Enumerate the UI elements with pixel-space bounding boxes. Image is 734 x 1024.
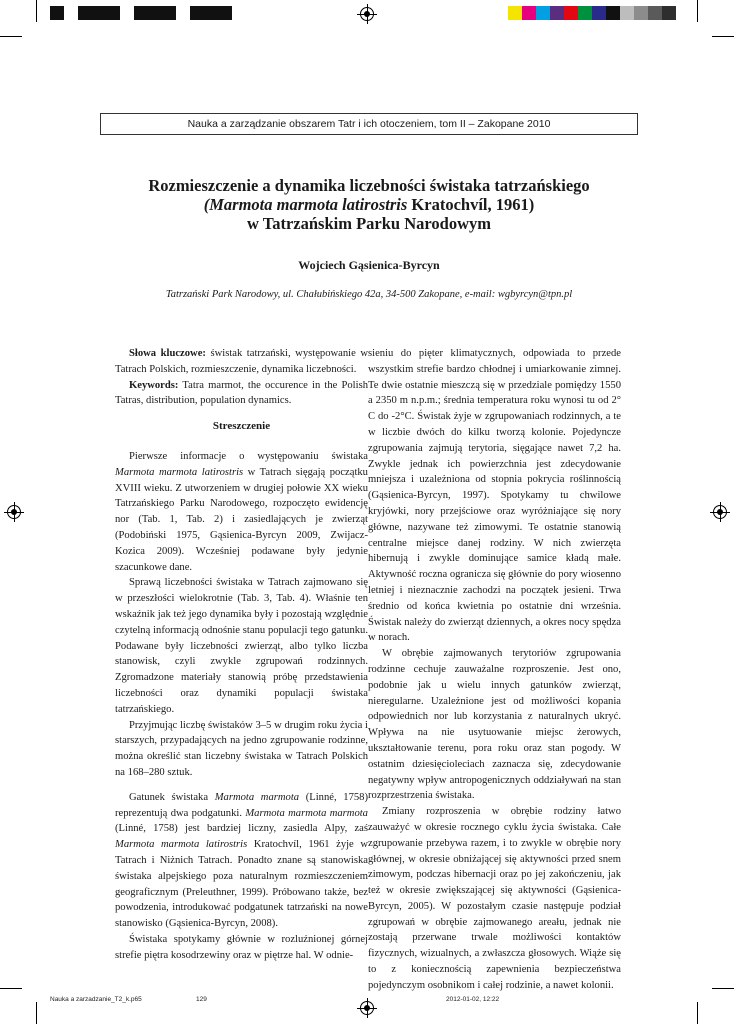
paragraph: Gatunek świstaka Marmota marmota (Linné, 1758) reprezentują dwa podgatunki. Marmota marmota marmota (Linné, 1758) jest bardziej liczny, zasiedla Alpy, zaś Marmota marmota latirostris Kratochvíl, 1961 żyje w Tatrach i Niżnich Tatrach. Ponadto znane są stanowiska świstaka alpejskiego poza naturalnym rozmieszczeniem geograficznym (Preleuthner, 1999). Próbowano także, bez powodzenia, introdukować podgatunek tatrzański na nowe stanowisko (Gąsienica-Byrcyn, 2008).	[115, 791, 368, 930]
footer-datetime: 2012-01-02, 12:22	[446, 996, 500, 1003]
color-swatch	[190, 6, 204, 20]
paragraph: W obrębie zajmowanych terytoriów zgrupowania rodzinne cechuje zauważalne rozproszenie. Jest ono, podobnie jak u wielu innych gatunków zwierząt, nieregularne. Uzależnione jest od możliwości kopania odpowiednich nor lub korzystania z naturalnych ukryć. Wpływa na nie usytuowanie miejsc żerowych, ukształtowanie terenu, pora roku oraz stan pogody. W ostatnim dziesięcioleciach zaznacza się, zdecydowanie negatywny wpływ antropogenicznych oddziaływań na stan rozprzestrzenia świstaka.	[368, 648, 621, 802]
registration-mark-bottom	[360, 1001, 374, 1015]
author-name: Wojciech Gąsienica-Byrcyn	[298, 258, 440, 272]
color-swatch	[78, 6, 92, 20]
crop-mark	[36, 0, 37, 22]
registration-mark-right	[713, 505, 727, 519]
color-swatch	[536, 6, 550, 20]
left-column	[115, 346, 368, 963]
title-line-3: w Tatrzańskim Parku Narodowym	[246, 214, 491, 233]
color-swatch	[634, 6, 648, 20]
color-swatch	[550, 6, 564, 20]
color-swatch	[648, 6, 662, 20]
footer-page-number: 129	[196, 996, 207, 1003]
color-swatch	[106, 6, 120, 20]
color-swatch	[50, 6, 64, 20]
paragraph: sieniu do pięter klimatycznych, odpowiada to przede wszystkim strefie bardzo chłodnej i umiarkowanie zimnej. Te dwie ostatnie mieszczą się w przedziale pomiędzy 1550 a 2350 m n.p.m.; średnia temperatura roku wynosi tu od 2° C do -2°C. Świstak żyje w zgrupowaniach rodzinnych, a te w liczbie dwóch do kilku tworzą kolonie. Pojedyncze zgrupowania zajmują terytoria, sięgające nawet 7,2 ha. Zwykle jednak ich powierzchnia jest zdecydowanie mniejsza i uzależniona od stopnia pokrycia roślinnością (Gąsienica-Byrcyn, 1997). Spotykamy tu chwilowe kryjówki, nory przejściowe oraz wyróżniające się nory główne, nazywane też zimowymi. Te ostatnie stanowią centralne miejsce danej rodziny. W nich zwierzęta hibernują i zwykle dominujące samice kładą małe. Aktywność roczna ogranicza się głównie do pory wiosenno letniej i nieznacznie zachodzi na początek jesieni. Trwa średnio od końca kwietnia po ostatnie dni września. Świstak należy do zwierząt dziennych, a okres nocy spędza w norach.	[368, 348, 621, 644]
crop-mark	[0, 988, 22, 989]
crop-mark	[36, 1002, 37, 1024]
color-swatch	[92, 6, 106, 20]
keywords-polish: Słowa kluczowe: świstak tatrzański, występowanie w Tatrach Polskich, rozmieszczenie, dynamika liczebności.	[115, 348, 368, 375]
summary-heading: Streszczenie	[212, 420, 271, 433]
color-swatch	[564, 6, 578, 20]
crop-mark	[712, 988, 734, 989]
crop-mark	[697, 1002, 698, 1024]
color-swatch	[64, 6, 78, 20]
color-swatch	[162, 6, 176, 20]
color-calibration-strip	[508, 6, 676, 20]
paragraph: Przyjmując liczbę świstaków 3–5 w drugim roku życia i starszych, przypadających na jedno zgrupowanie rodzinne, można określić stan liczebny świstaka w Tatrach Polskich na 168–280 sztuk.	[115, 719, 368, 778]
color-swatch	[578, 6, 592, 20]
paragraph: Sprawą liczebności świstaka w Tatrach zajmowano się w przeszłości wielokrotnie (Tab. 3, Tab. 4). Właśnie ten wskaźnik jak też jego dynamika były i pozostają względnie czytelną informacją odnośnie stanu populacji tego gatunku. Podawane były liczebności zwierząt, albo tylko liczba stanowisk, czyli zwykle zgrupowań rodzinnych. Zgromadzone materiały stanowią próbę przedstawienia liczebności oraz dynamiki populacji świstaka tatrzańskiego.	[115, 577, 368, 715]
footer-filename: Nauka a zarzadzanie_T2_k.p65	[50, 996, 142, 1003]
keywords-english: Keywords: Tatra marmot, the occurence in the Polish Tatras, distribution, population dynamics.	[115, 379, 368, 407]
color-swatch	[592, 6, 606, 20]
color-swatch	[176, 6, 190, 20]
color-swatch	[606, 6, 620, 20]
color-swatch	[508, 6, 522, 20]
right-column	[368, 346, 621, 994]
crop-mark	[697, 0, 698, 22]
paragraph: Pierwsze informacje o występowaniu świstaka Marmota marmota latirostris w Tatrach sięgają początku XVIII wieku. Z utworzeniem w drugiej połowie XX wieku Tatrzańskiego Parku Narodowego, rozpoczęto ewidencję nor (Tab. 1, Tab. 2) i zasiedlających je zwierząt (Podobiński 1975, Gąsienica-Byrcyn 2009, Zwijacz-Kozica 2009). Wcześniej podawane były jedynie szacunkowe dane.	[115, 450, 368, 573]
color-swatch	[134, 6, 148, 20]
registration-mark-top	[360, 7, 374, 21]
article-title	[100, 176, 638, 233]
paragraph: Zmiany rozproszenia w obrębie rodziny łatwo zauważyć w okresie rocznego cyklu życia świstaka. Całe zgrupowanie przebywa razem, i to zwykle w obrębie nory głównej, w okresie obniżającej się aktywności przed snem zimowym, podczas hibernacji oraz po jej zakończeniu, jak też w okresie zwiększającej się aktywności (Gąsienica-Byrcyn, 2005). W pozostałym czasie następuje podział zgrupowań w obrębie zajmowanego areału, jednak nie zostają przerwane trwale możliwości kontaktów fizycznych, wizualnych, a zwłaszcza głosowych. Wiąże się to z koniecznością zapewnienia bezpieczeństwa pojedynczym osobnikom i całej rodzinie, a nawet kolonii.	[368, 806, 621, 991]
author-affiliation: Tatrzański Park Narodowy, ul. Chałubińskiego 42a, 34-500 Zakopane, e-mail: wgbyrcyn@tpn.pl	[165, 289, 573, 300]
journal-header: Nauka a zarządzanie obszarem Tatr i ich otoczeniem, tom II – Zakopane 2010	[100, 113, 638, 135]
registration-black-strip	[50, 6, 232, 20]
registration-mark-left	[7, 505, 21, 519]
color-swatch	[522, 6, 536, 20]
title-line-1: Rozmieszczenie a dynamika liczebności świstaka tatrzańskiego	[148, 176, 590, 195]
title-line-2: (Marmota marmota latirostris Kratochvíl, 1961)	[203, 195, 535, 214]
color-swatch	[662, 6, 676, 20]
color-swatch	[218, 6, 232, 20]
crop-mark	[712, 36, 734, 37]
crop-mark	[0, 36, 22, 37]
color-swatch	[120, 6, 134, 20]
color-swatch	[148, 6, 162, 20]
paragraph: Świstaka spotykamy głównie w rozluźnionej górnej strefie piętra kosodrzewiny oraz w piętrze hal. W odnie-	[115, 933, 368, 961]
color-swatch	[620, 6, 634, 20]
color-swatch	[204, 6, 218, 20]
